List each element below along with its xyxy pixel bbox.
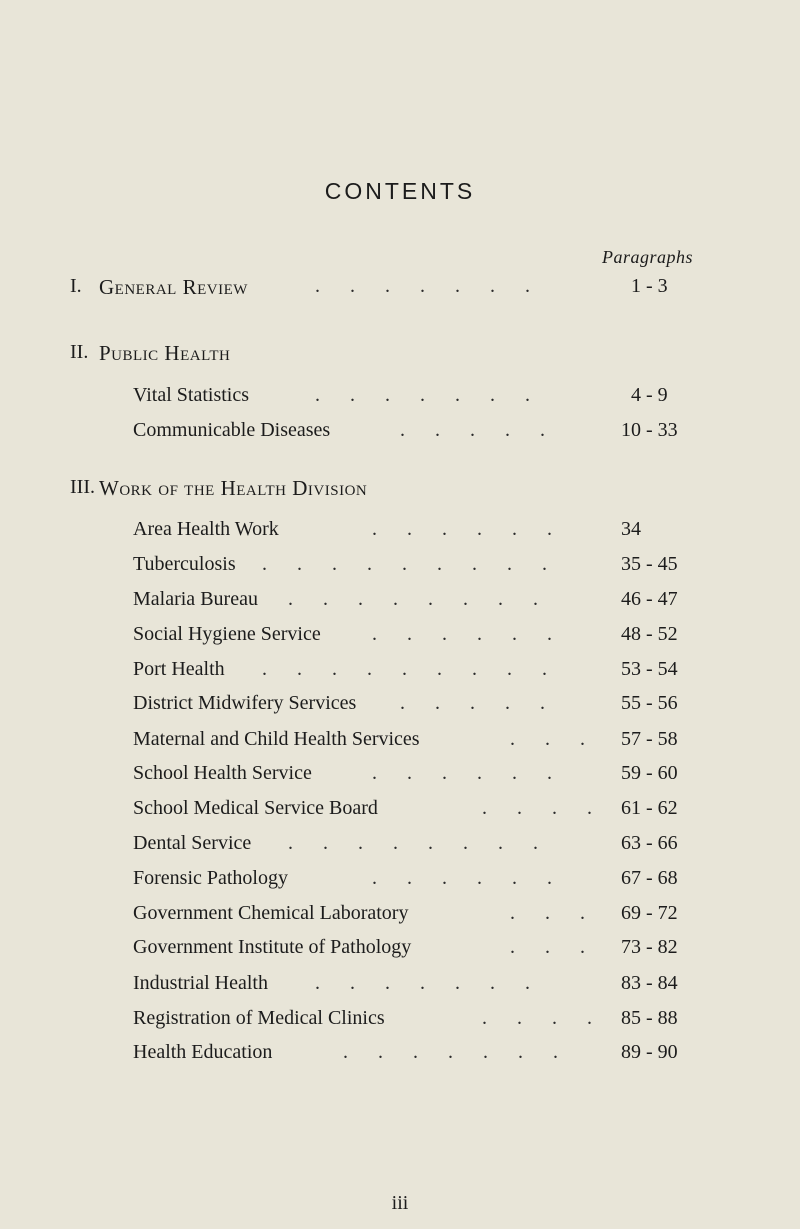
section-title: Public Health — [99, 341, 231, 366]
toc-entry — [0, 1041, 800, 1075]
toc-entry — [0, 623, 800, 657]
toc-entry — [0, 419, 800, 453]
toc-entry — [0, 762, 800, 796]
dot-leader: . . . . . — [400, 418, 545, 441]
entry-label: Tuberculosis — [133, 553, 236, 576]
dot-leader: . . . — [510, 727, 585, 750]
entry-label: Maternal and Child Health Services — [133, 727, 420, 750]
paragraph-range: 1 - 3 — [631, 274, 668, 297]
toc-section-2 — [0, 341, 800, 375]
paragraph-range: 53 - 54 — [621, 658, 678, 680]
paragraph-range: 89 - 90 — [621, 1041, 678, 1064]
toc-entry — [0, 553, 800, 587]
section-title: Work of the Health Division — [99, 475, 368, 500]
paragraph-range: 63 - 66 — [621, 832, 678, 855]
entry-label: School Health Service — [133, 762, 312, 784]
toc-entry — [0, 972, 800, 1006]
paragraph-range: 67 - 68 — [621, 866, 678, 889]
dot-leader: . . . . . . . — [343, 1041, 558, 1064]
paragraph-range: 55 - 56 — [621, 692, 678, 715]
entry-label: Forensic Pathology — [133, 866, 288, 889]
paragraph-range: 35 - 45 — [621, 553, 678, 576]
paragraph-range: 69 - 72 — [621, 902, 678, 924]
paragraph-range: 59 - 60 — [621, 762, 678, 784]
entry-label: Vital Statistics — [133, 383, 250, 406]
paragraph-range: 61 - 62 — [621, 797, 678, 820]
paragraph-range: 4 - 9 — [631, 383, 668, 406]
section-numeral: III. — [70, 475, 95, 498]
dot-leader: . . . . — [482, 1006, 592, 1029]
entry-label: Government Institute of Pathology — [133, 936, 412, 959]
toc-entry — [0, 1007, 800, 1041]
toc-entry — [0, 384, 800, 418]
dot-leader: . . . . . . . — [315, 274, 530, 297]
dot-leader: . . . . . . . . — [288, 587, 538, 610]
toc-entry — [0, 692, 800, 726]
toc-entry — [0, 902, 800, 936]
dot-leader: . . . — [510, 902, 585, 924]
toc-entry — [0, 797, 800, 831]
page-title: CONTENTS — [324, 178, 476, 204]
entry-label: Communicable Diseases — [133, 418, 331, 441]
dot-leader: . . . — [510, 936, 585, 959]
dot-leader: . . . . . . . . . — [262, 553, 547, 576]
entry-label: Area Health Work — [133, 518, 279, 540]
toc-entry — [0, 518, 800, 552]
paragraph-range: 83 - 84 — [621, 971, 678, 994]
entry-label: Port Health — [133, 658, 225, 680]
dot-leader: . . . . . . — [372, 866, 552, 889]
entry-label: District Midwifery Services — [133, 692, 357, 715]
toc-entry — [0, 658, 800, 692]
entry-label: Social Hygiene Service — [133, 622, 321, 645]
toc-entry — [0, 936, 800, 970]
entry-label: School Medical Service Board — [133, 797, 378, 820]
dot-leader: . . . . — [482, 797, 592, 820]
paragraph-range: 85 - 88 — [621, 1006, 678, 1029]
dot-leader: . . . . . . . — [315, 383, 530, 406]
entry-label: Dental Service — [133, 832, 252, 855]
page-number: iii — [391, 1192, 409, 1214]
paragraph-range: 57 - 58 — [621, 727, 678, 750]
dot-leader: . . . . . . — [372, 762, 552, 784]
section-numeral: I. — [70, 274, 82, 297]
entry-label: Industrial Health — [133, 971, 268, 994]
dot-leader: . . . . . . . . . — [262, 658, 547, 680]
entry-label: Registration of Medical Clinics — [133, 1006, 385, 1029]
dot-leader: . . . . . . — [372, 518, 552, 540]
entry-label: Health Education — [133, 1041, 273, 1064]
paragraph-range: 34 — [621, 518, 641, 540]
toc-section-1 — [0, 275, 800, 309]
toc-entry — [0, 867, 800, 901]
section-numeral: II. — [70, 341, 89, 364]
entry-label: Government Chemical Laboratory — [133, 902, 409, 924]
paragraph-range: 46 - 47 — [621, 587, 678, 610]
paragraph-range: 10 - 33 — [621, 418, 678, 441]
section-title: General Review — [99, 274, 248, 299]
toc-section-3 — [0, 476, 800, 510]
entry-label: Malaria Bureau — [133, 587, 258, 610]
paragraph-range: 73 - 82 — [621, 936, 678, 959]
dot-leader: . . . . . . . — [315, 971, 530, 994]
paragraph-range: 48 - 52 — [621, 622, 678, 645]
toc-entry — [0, 588, 800, 622]
dot-leader: . . . . . — [400, 692, 545, 715]
toc-entry — [0, 832, 800, 866]
dot-leader: . . . . . . — [372, 622, 552, 645]
paragraphs-column-heading: Paragraphs — [602, 247, 694, 267]
toc-entry — [0, 728, 800, 762]
dot-leader: . . . . . . . . — [288, 832, 538, 855]
